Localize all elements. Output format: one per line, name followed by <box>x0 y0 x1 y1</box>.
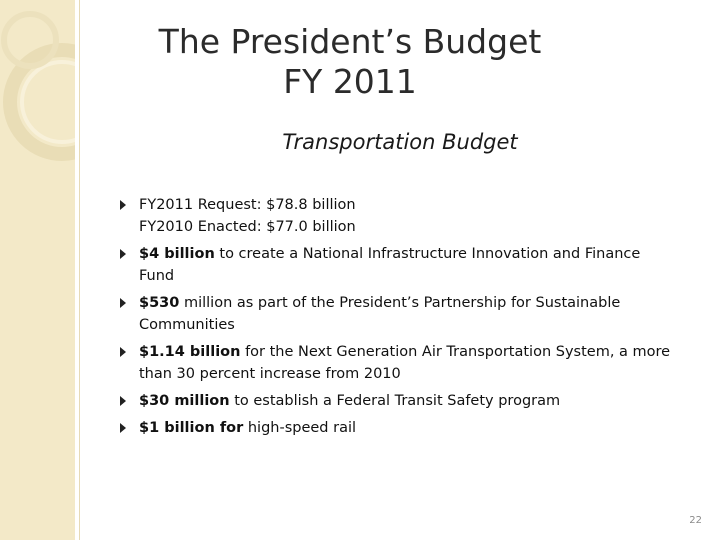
bullet-item <box>120 292 680 336</box>
decorative-sidebar <box>0 0 75 540</box>
bullet-list <box>120 194 680 444</box>
bullet-text: FY2011 Request: $78.8 billion <box>139 197 356 213</box>
bullet-line <box>139 194 680 216</box>
bullet-emphasis: $1.14 billion <box>139 344 241 360</box>
bullet-arrow-icon <box>120 396 126 406</box>
title-line-1: The President’s Budget <box>158 22 542 61</box>
bullet-text: to create a National Infrastructure Innovation and Finance Fund <box>139 246 641 284</box>
bullet-line <box>139 417 680 439</box>
bullet-emphasis: $30 million <box>139 393 230 409</box>
bullet-item <box>120 341 680 385</box>
bullet-emphasis: $1 billion for <box>139 420 244 436</box>
page-number: 22 <box>689 515 702 526</box>
bullet-item <box>120 194 680 238</box>
bullet-line <box>139 292 680 336</box>
bullet-item <box>120 243 680 287</box>
bullet-emphasis: $4 billion <box>139 246 215 262</box>
bullet-arrow-icon <box>120 423 126 433</box>
bullet-text: to establish a Federal Transit Safety program <box>229 393 561 409</box>
bullet-line <box>139 243 680 287</box>
bullet-text: million as part of the President’s Partnership for Sustainable Communities <box>139 295 621 333</box>
slide-subtitle: Transportation Budget <box>282 130 518 154</box>
bullet-arrow-icon <box>120 298 126 308</box>
bullet-arrow-icon <box>120 200 126 210</box>
bullet-text: high-speed rail <box>243 420 357 436</box>
bullet-arrow-icon <box>120 249 126 259</box>
panel-divider <box>79 0 80 540</box>
slide-title <box>130 22 570 102</box>
bullet-item <box>120 417 680 439</box>
bullet-emphasis: $530 <box>139 295 180 311</box>
title-line-2: FY 2011 <box>283 62 417 101</box>
bullet-line <box>139 341 680 385</box>
bullet-line <box>139 390 680 412</box>
bullet-item <box>120 390 680 412</box>
bullet-text: FY2010 Enacted: $77.0 billion <box>139 219 356 235</box>
bullet-text: for the Next Generation Air Transportation System, a more than 30 percent increase from 2010 <box>139 344 671 382</box>
bullet-line <box>139 216 680 238</box>
bullet-arrow-icon <box>120 347 126 357</box>
ring-decoration <box>0 0 75 540</box>
